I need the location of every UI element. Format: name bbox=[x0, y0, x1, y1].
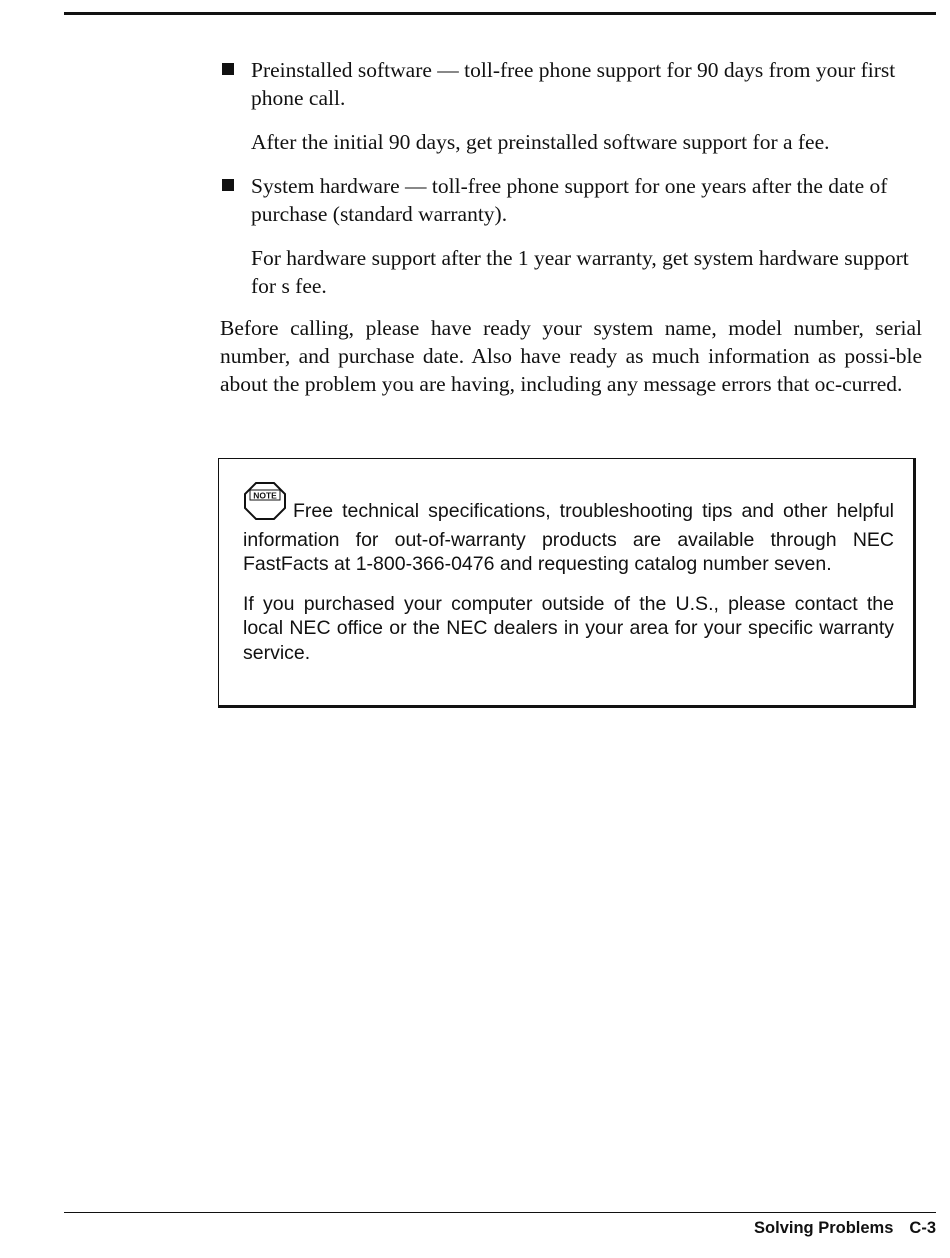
note-box bbox=[218, 458, 916, 708]
bullet-item-software bbox=[220, 56, 920, 156]
header-rule bbox=[64, 12, 936, 15]
square-bullet-icon bbox=[222, 63, 234, 75]
note-paragraph-1-text: Free technical specifications, troubleshooting tips and other helpful information for out-of-warranty products are available through NEC FastFacts at 1-800-366-0476 and requesting catalog number seven. bbox=[243, 500, 894, 576]
footer-page-number: C-3 bbox=[909, 1219, 936, 1237]
bullet-text: Preinstalled software — toll-free phone support for 90 days from your first phone call. bbox=[251, 58, 896, 110]
square-bullet-icon bbox=[222, 179, 234, 191]
note-icon bbox=[243, 481, 287, 528]
note-paragraph-2: If you purchased your computer outside of the U.S., please contact the local NEC office or the NEC dealers in your area for your specific warranty service. bbox=[243, 592, 894, 664]
footer-section-title: Solving Problems bbox=[754, 1219, 894, 1237]
note-icon-label: NOTE bbox=[253, 490, 277, 501]
footer-rule bbox=[64, 1212, 936, 1213]
bullet-text: System hardware — toll-free phone support for one years after the date of purchase (standard warranty). bbox=[251, 174, 888, 226]
page-footer bbox=[754, 1219, 936, 1238]
before-calling-paragraph: Before calling, please have ready your system name, model number, serial number, and purchase date. Also have ready as much information as possi-ble about the problem you are having, including any message errors that oc-curred. bbox=[220, 316, 922, 396]
note-content bbox=[243, 481, 894, 666]
bullet-follow-text: After the initial 90 days, get preinstalled software support for a fee. bbox=[251, 130, 830, 154]
bullet-item-hardware bbox=[220, 172, 920, 300]
support-bullet-list bbox=[220, 56, 920, 300]
note-paragraph-1 bbox=[243, 481, 894, 577]
bullet-follow-text: For hardware support after the 1 year warranty, get system hardware support for s fee. bbox=[251, 246, 909, 298]
